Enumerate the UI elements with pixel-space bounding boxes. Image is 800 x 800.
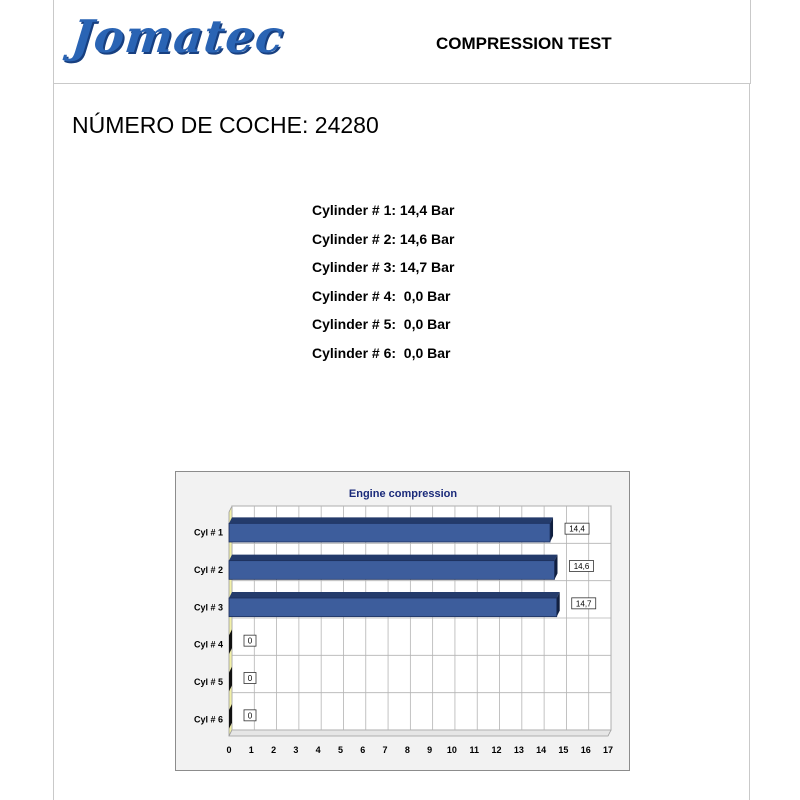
category-label: Cyl # 4 (193, 639, 223, 650)
cylinder-reading-3: Cylinder # 3: 14,7 Bar (312, 259, 455, 275)
x-tick-label: 0 (226, 745, 232, 755)
x-tick-label: 11 (469, 745, 479, 755)
bar-1 (229, 517, 553, 542)
car-number: NÚMERO DE COCHE: 24280 (72, 112, 379, 138)
cylinder-reading-1: Cylinder # 1: 14,4 Bar (312, 202, 455, 218)
data-label: 0 (247, 674, 253, 683)
x-tick-label: 2 (271, 745, 277, 755)
x-tick-label: 4 (315, 745, 321, 755)
cylinder-readings (312, 200, 454, 371)
data-label: 14,7 (575, 599, 592, 609)
engine-compression-chart (175, 471, 630, 771)
x-tick-label: 1 (248, 745, 254, 755)
data-label: 14,4 (569, 524, 585, 534)
page-border-right (749, 84, 750, 800)
cylinder-reading-4: Cylinder # 4: 0,0 Bar (312, 287, 451, 304)
chart-title: Engine compression (348, 488, 458, 500)
x-tick-label: 17 (602, 745, 614, 755)
x-tick-label: 16 (580, 745, 591, 755)
bar-2 (229, 555, 557, 580)
x-tick-label: 10 (446, 745, 457, 755)
category-label: Cyl # 5 (193, 677, 223, 687)
x-tick-label: 5 (337, 745, 343, 755)
x-tick-label: 15 (558, 745, 569, 755)
x-tick-label: 7 (382, 745, 388, 755)
plot-floor (229, 730, 611, 736)
bar-front-face (229, 598, 557, 617)
cylinder-reading-2: Cylinder # 2: 14,6 Bar (312, 230, 455, 247)
data-label: 0 (247, 636, 253, 646)
bar-3 (229, 592, 560, 617)
data-label: 0 (247, 711, 253, 721)
category-label: Cyl # 2 (193, 565, 223, 575)
bar-top-face (229, 555, 557, 561)
bar-front-face (229, 523, 550, 542)
x-tick-label: 8 (404, 745, 410, 755)
report-title: COMPRESSION TEST (436, 34, 612, 53)
x-tick-label: 9 (427, 745, 433, 755)
data-label: 14,6 (573, 562, 590, 571)
bar-top-face (229, 592, 560, 598)
category-label: Cyl # 3 (193, 602, 223, 613)
category-label: Cyl # 1 (193, 527, 223, 538)
report-header (53, 0, 751, 84)
cylinder-reading-6: Cylinder # 6: 0,0 Bar (312, 344, 451, 361)
x-tick-label: 14 (536, 745, 547, 755)
cylinder-reading-5: Cylinder # 5: 0,0 Bar (312, 316, 451, 332)
page-border-left (53, 84, 54, 800)
x-tick-label: 12 (491, 745, 502, 755)
chart-svg (176, 472, 629, 770)
bar-front-face (229, 561, 554, 580)
x-tick-label: 6 (360, 745, 366, 755)
jomatec-logo: Jomatec (69, 10, 287, 63)
x-tick-label: 13 (513, 745, 524, 755)
category-label: Cyl # 6 (193, 714, 223, 725)
x-tick-label: 3 (293, 745, 299, 755)
bar-top-face (229, 517, 553, 523)
